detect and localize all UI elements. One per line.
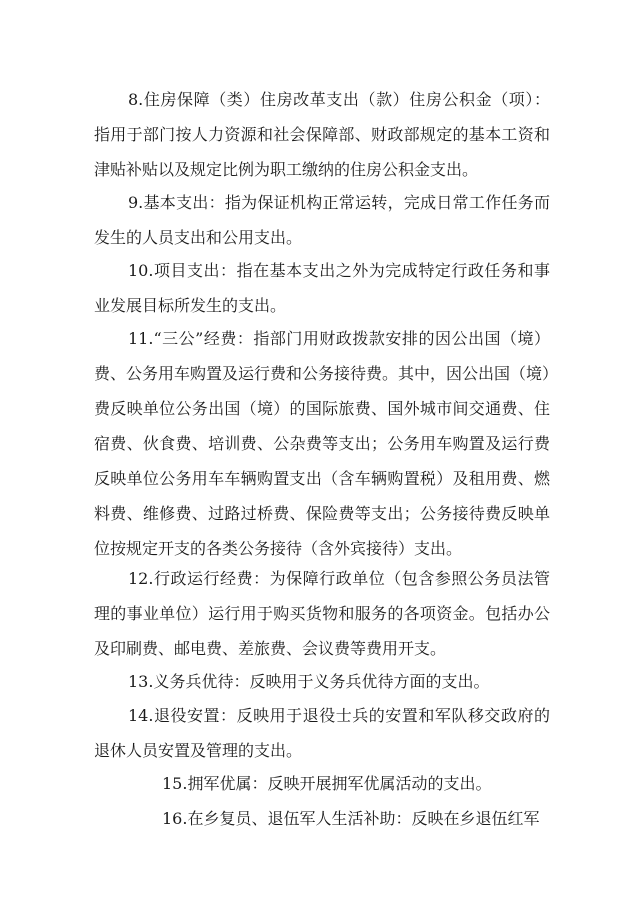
paragraph-item-8: 8.住房保障（类）住房改革支出（款）住房公积金（项）：指用于部门按人力资源和社会保障部、财政部规定的基本工资和津贴补贴以及规定比例为职工缴纳的住房公积金支出。	[94, 90, 550, 179]
paragraph-item-16: 16.在乡复员、退伍军人生活补助：反映在乡退伍红军	[162, 809, 540, 828]
paragraph-item-11: 11.“三公”经费：指部门用财政拨款安排的因公出国（境）费、公务用车购置及运行费和公务接待费。其中，因公出国（境）费反映单位公务出国（境）的国际旅费、国外城市间交通费、住宿费、伙食费、培训费、公杂费等支出；公务用车购置及运行费反映单位公务用车车辆购置支出（含车辆购置税）及租用费、燃料费、维修费、过路过桥费、保险费等支出；公务接待费反映单位按规定开支的各类公务接待（含外宾接待）支出。	[94, 329, 551, 558]
paragraph-item-10: 10.项目支出：指在基本支出之外为完成特定行政任务和事业发展目标所发生的支出。	[94, 261, 550, 315]
paragraph-item-12: 12.行政运行经费：为保障行政单位（包含参照公务员法管理的事业单位）运行用于购买货物和服务的各项资金。包括办公及印刷费、邮电费、差旅费、会议费等费用开支。	[94, 569, 550, 658]
paragraph-item-14: 14.退役安置：反映用于退役士兵的安置和军队移交政府的退休人员安置及管理的支出。	[94, 706, 550, 760]
paragraph-item-9: 9.基本支出：指为保证机构正常运转，完成日常工作任务而发生的人员支出和公用支出。	[94, 193, 550, 247]
paragraph-item-15: 15.拥军优属：反映开展拥军优属活动的支出。	[162, 774, 492, 793]
paragraph-item-13: 13.义务兵优待：反映用于义务兵优待方面的支出。	[128, 672, 490, 691]
